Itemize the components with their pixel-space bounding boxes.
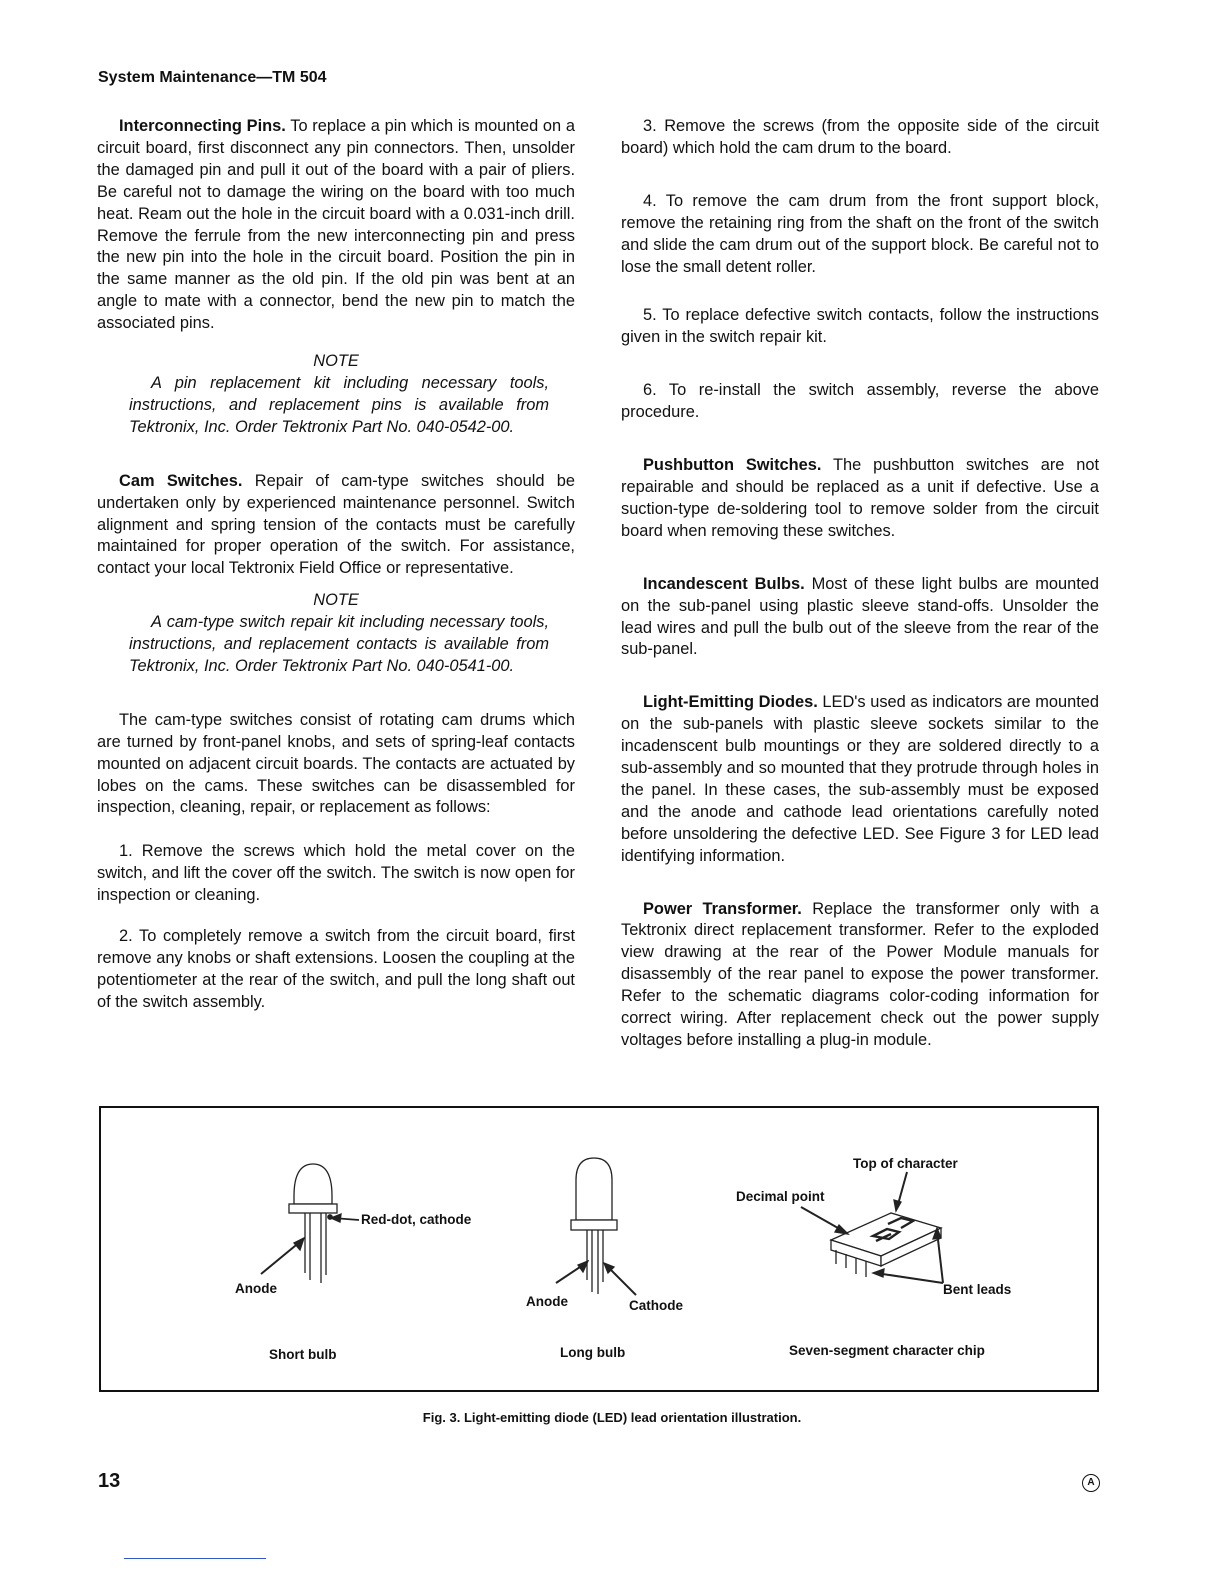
step6-paragraph: 6. To re-install the switch assembly, reverse the above procedure. [621, 381, 1099, 422]
led-lead: Light-Emitting Diodes. [643, 693, 818, 712]
pushbutton-paragraph [621, 455, 1099, 543]
short-bulb-drawing [261, 1164, 359, 1283]
bulbs-body: Most of these light bulbs are mounted on the sub-panel using plastic sleeve stand-offs. Unsolder the lead wires and pull the bulb out of the sleeve from the rear of the sub-panel. [621, 574, 1099, 659]
power-paragraph [621, 899, 1099, 1052]
cam-desc-paragraph: The cam-type switches consist of rotating cam drums which are turned by front-panel knobs, and sets of spring-leaf contacts mounted on adjacent circuit boards. The contacts are actuated by lobes on the cams. These switches can be disassembled for inspection, cleaning, repair, or replacement as follows: [97, 710, 575, 817]
pushbutton-lead: Pushbutton Switches. [643, 456, 822, 475]
cam-paragraph [97, 471, 575, 581]
power-lead: Power Transformer. [643, 899, 802, 918]
bent-leads-label: Bent leads [943, 1282, 1012, 1297]
bulbs-paragraph [621, 574, 1099, 662]
page-number: 13 [98, 1470, 121, 1492]
step3-paragraph: 3. Remove the screws (from the opposite side of the circuit board) which hold the cam drum to the board. [621, 117, 1099, 157]
anode-label-long: Anode [526, 1294, 568, 1309]
pins-lead: Interconnecting Pins. [119, 117, 286, 135]
anode-label-short: Anode [235, 1281, 277, 1296]
step1-paragraph: 1. Remove the screws which hold the metal cover on the switch, and lift the cover off the switch. The switch is now open for inspection or cleaning. [97, 842, 575, 905]
led-body: LED's used as indicators are mounted on the sub-panels with plastic sleeve sockets similar to the incadenscent bulb mountings or they are soldered directly to a sub-assembly and so mounted that they protrude through holes in the panel. In these cases, the sub-assembly must be exposed and the anode and cathode lead orientations carefully noted before unsoldering the defective LED. See Figure 3 for LED lead identifying information. [621, 693, 1099, 865]
chip-label: Seven-segment character chip [789, 1343, 985, 1358]
cam-body: Repair of cam-type switches should be undertaken only by experienced maintenance personnel. Switch alignment and spring tension of the contacts must be carefully maintained for proper operation of the switch. For assistance, contact your local Tektronix Field Office or representative. [97, 471, 575, 578]
note1-title: NOTE [313, 352, 359, 371]
cam-lead: Cam Switches. [119, 471, 243, 490]
long-bulb-drawing [556, 1158, 636, 1295]
pushbutton-body: The pushbutton switches are not repairable and should be replaced as a unit if defective. Use a suction-type de-soldering tool to remove solder from the circuit board when removing these switches. [621, 456, 1100, 540]
long-bulb-label: Long bulb [560, 1345, 626, 1360]
footer-rule [124, 1558, 266, 1559]
publisher-logo: A [1082, 1474, 1100, 1492]
power-body: Replace the transformer only with a Tektronix direct replacement transformer. Refer to the exploded view drawing at the rear of the Power Module manuals for disassembly of the rear panel to expose the power transformer. Refer to the schematic diagrams color-coding information for correct wiring. After replacement check out the power supply voltages before installing a plug-in module. [621, 899, 1099, 1049]
step5-paragraph: 5. To replace defective switch contacts, follow the instructions given in the switch repair kit. [621, 306, 1099, 347]
step4-paragraph: 4. To remove the cam drum from the front support block, remove the retaining ring from the shaft on the front of the switch and slide the cam drum out of the support block. Be careful not to lose the small detent roller. [621, 191, 1099, 276]
cathode-label: Cathode [629, 1298, 683, 1313]
left-column [97, 116, 575, 1014]
pins-body: To replace a pin which is mounted on a circuit board, first disconnect any pin connectors. Then, unsolder the damaged pin and pull it out of the board with a pair of pliers. Be careful not to damage the wiring on the board with too much heat. Ream out the hole in the circuit board with a 0.031-inch drill. Remove the ferrule from the new interconnecting pin and press the new pin into the hole in the circuit board. Position the pin in the same manner as the old pin. If the old pin was bent at an angle to mate with a connector, bend the new pin to match the associated pins. [97, 117, 575, 333]
note1-body: A pin replacement kit including necessary tools, instructions, and replacement pins is available from Tektronix, Inc. Order Tektronix Part No. 040-0542-00. [129, 373, 549, 436]
note2-body: A cam-type switch repair kit including necessary tools, instructions, and replacement contacts is available from Tektronix, Inc. Order Tektronix Part No. 040-0541-00. [129, 613, 549, 675]
figure-caption: Fig. 3. Light-emitting diode (LED) lead orientation illustration. [422, 1410, 802, 1425]
bulbs-lead: Incandescent Bulbs. [643, 574, 805, 593]
step2-paragraph: 2. To completely remove a switch from the circuit board, first remove any knobs or shaft extensions. Loosen the coupling at the potentiometer at the rear of the switch, and pull the long shaft out of the switch assembly. [97, 927, 575, 1011]
figure-3-box [99, 1106, 1099, 1392]
top-of-character-label: Top of character [853, 1156, 958, 1171]
running-header: System Maintenance—TM 504 [98, 69, 327, 86]
right-column [621, 116, 1099, 1052]
pins-paragraph [97, 116, 575, 335]
red-dot-label: Red-dot, cathode [361, 1212, 472, 1227]
led-paragraph [621, 692, 1099, 867]
note2-title: NOTE [313, 591, 359, 610]
led-illustration [101, 1108, 1097, 1390]
short-bulb-label: Short bulb [269, 1347, 337, 1362]
decimal-point-label: Decimal point [736, 1189, 825, 1204]
